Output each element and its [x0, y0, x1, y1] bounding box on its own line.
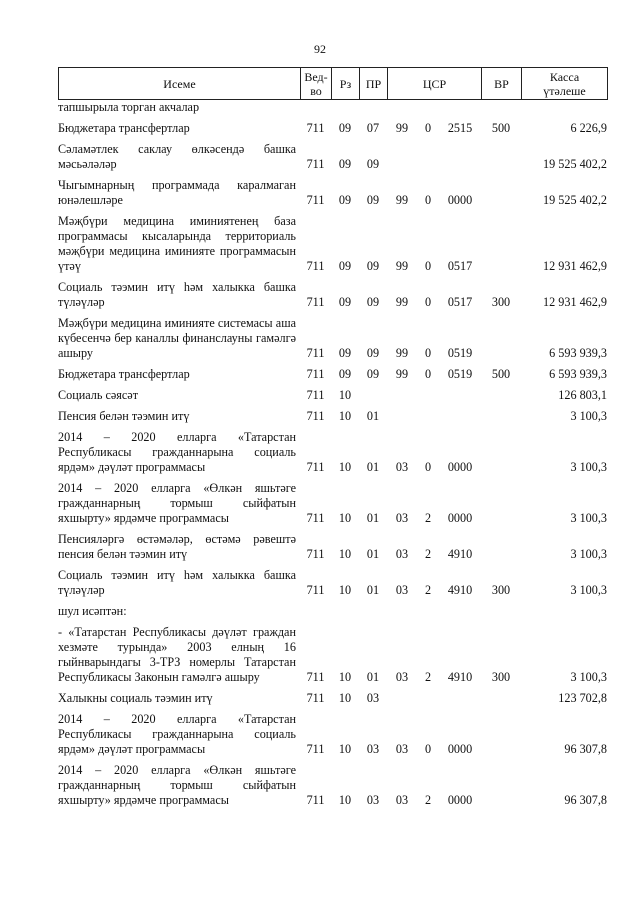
cell-rz: 10 — [338, 583, 352, 597]
cell-vr: 300 — [491, 583, 511, 597]
table-row — [58, 214, 607, 274]
cell-csr-2: 0 — [424, 121, 432, 135]
cell-csr-3: 0519 — [447, 346, 473, 360]
cell-csr-3: 0000 — [447, 193, 473, 207]
row-name: 2014 – 2020 елларга «Өлкән яшьтәге гражданнарның тормыш сыйфатын яхшырту» ярдәмче программасы — [58, 763, 296, 807]
cell-pr: 03 — [366, 793, 380, 807]
cell-ved: 711 — [306, 388, 325, 402]
cell-rz: 09 — [338, 193, 352, 207]
cell-pr: 01 — [366, 460, 380, 474]
table-row — [58, 409, 607, 424]
cell-pr: 09 — [366, 346, 380, 360]
cell-csr-3: 4910 — [447, 583, 473, 597]
page-number: 92 — [314, 42, 326, 56]
row-name: тапшырыла торган акчалар — [58, 100, 200, 114]
cell-csr-1: 03 — [395, 511, 409, 525]
cell-rz: 09 — [338, 157, 352, 171]
row-name: Чыгымнарның программада каралмаган юнәлешләре — [58, 178, 296, 207]
header-csr: ЦСР — [388, 68, 482, 100]
cell-pr: 01 — [366, 511, 380, 525]
cell-csr-1: 03 — [395, 670, 409, 684]
row-name: шул исәптән: — [58, 604, 127, 618]
cell-ved: 711 — [306, 583, 325, 597]
cell-csr-1: 03 — [395, 547, 409, 561]
table-row — [58, 316, 607, 361]
cell-csr-2: 0 — [424, 742, 432, 756]
cell-pr: 09 — [366, 367, 380, 381]
cell-pr: 07 — [366, 121, 380, 135]
cell-ved: 711 — [306, 259, 325, 273]
cell-csr-1: 03 — [395, 793, 409, 807]
cell-rz: 09 — [338, 295, 352, 309]
cell-amount: 6 593 939,3 — [549, 346, 607, 360]
row-name: 2014 – 2020 елларга «Татарстан Республикасы гражданнарына социаль ярдәм» дәүләт программасы — [58, 712, 296, 756]
cell-vr: 300 — [491, 670, 511, 684]
cell-csr-2: 2 — [424, 670, 432, 684]
row-name: Социаль тәэмин итү һәм халыкка башка түләүләр — [58, 568, 296, 597]
cell-ved: 711 — [306, 409, 325, 423]
cell-csr-2: 2 — [424, 547, 432, 561]
cell-csr-3: 0000 — [447, 460, 473, 474]
table-body — [58, 100, 607, 814]
row-name: Халыкны социаль тәэмин итү — [58, 691, 213, 705]
cell-vr: 300 — [491, 295, 511, 309]
cell-rz: 10 — [338, 409, 352, 423]
cell-ved: 711 — [306, 460, 325, 474]
row-name: - «Татарстан Республикасы дәүләт граждан хезмәте турында» 2003 елның 16 гыйнварындагы 3-ТРЗ номерлы Татарстан Республикасы Законын гамәлгә ашыру — [58, 625, 296, 684]
table-row — [58, 388, 607, 403]
cell-ved: 711 — [306, 691, 325, 705]
cell-csr-2: 0 — [424, 193, 432, 207]
cell-pr: 09 — [366, 157, 380, 171]
table-row — [58, 712, 607, 757]
cell-pr: 01 — [366, 409, 380, 423]
table-row — [58, 430, 607, 475]
cell-rz: 09 — [338, 259, 352, 273]
row-name: 2014 – 2020 елларга «Татарстан Республикасы гражданнарына социаль ярдәм» дәүләт программасы — [58, 430, 296, 474]
table-row — [58, 367, 607, 382]
table-header — [58, 67, 608, 100]
cell-csr-3: 4910 — [447, 670, 473, 684]
cell-pr: 09 — [366, 295, 380, 309]
table-row — [58, 280, 607, 310]
cell-rz: 09 — [338, 121, 352, 135]
cell-pr: 01 — [366, 547, 380, 561]
row-name: Бюджетара трансфертлар — [58, 367, 190, 381]
cell-csr-1: 99 — [395, 121, 409, 135]
row-name: Пенсияләргә өстәмәләр, өстәмә рәвештә пенсия белән тәэмин итү — [58, 532, 296, 561]
header-vr: ВР — [482, 68, 522, 100]
cell-csr-3: 4910 — [447, 547, 473, 561]
cell-ved: 711 — [306, 346, 325, 360]
cell-amount: 6 593 939,3 — [549, 367, 607, 381]
header-pr: ПР — [360, 68, 388, 100]
cell-amount: 3 100,3 — [570, 670, 607, 684]
header-rz: Рз — [332, 68, 360, 100]
row-name: Мәҗбүри медицина иминияте системасы аша күбесенчә бер каналлы финанслауны гамәлгә ашыру — [58, 316, 296, 360]
cell-pr: 09 — [366, 259, 380, 273]
cell-amount: 19 525 402,2 — [543, 193, 607, 207]
cell-csr-3: 2515 — [447, 121, 473, 135]
row-name: Бюджетара трансфертлар — [58, 121, 190, 135]
cell-csr-2: 0 — [424, 460, 432, 474]
cell-pr: 03 — [366, 742, 380, 756]
table-row — [58, 100, 607, 115]
table-row — [58, 481, 607, 526]
cell-pr: 03 — [366, 691, 380, 705]
cell-ved: 711 — [306, 793, 325, 807]
cell-amount: 3 100,3 — [570, 547, 607, 561]
cell-csr-2: 0 — [424, 259, 432, 273]
table-row — [58, 604, 607, 619]
cell-amount: 12 931 462,9 — [543, 295, 607, 309]
cell-csr-3: 0517 — [447, 295, 473, 309]
row-name: Пенсия белән тәэмин итү — [58, 409, 190, 423]
header-name: Исеме — [59, 68, 301, 100]
cell-ved: 711 — [306, 670, 325, 684]
cell-csr-1: 99 — [395, 367, 409, 381]
cell-csr-2: 0 — [424, 346, 432, 360]
table-row — [58, 532, 607, 562]
cell-amount: 19 525 402,2 — [543, 157, 607, 171]
cell-ved: 711 — [306, 511, 325, 525]
table-row — [58, 121, 607, 136]
header-kassa: Касса үтәлеше — [522, 68, 608, 100]
row-name: 2014 – 2020 елларга «Өлкән яшьтәге гражданнарның тормыш сыйфатын яхшырту» ярдәмче программасы — [58, 481, 296, 525]
table-row — [58, 178, 607, 208]
table-row — [58, 763, 607, 808]
cell-amount: 123 702,8 — [558, 691, 607, 705]
cell-rz: 10 — [338, 793, 352, 807]
cell-amount: 126 803,1 — [558, 388, 607, 402]
cell-amount: 3 100,3 — [570, 409, 607, 423]
cell-csr-3: 0000 — [447, 793, 473, 807]
cell-csr-2: 2 — [424, 511, 432, 525]
cell-rz: 09 — [338, 367, 352, 381]
cell-vr: 500 — [491, 367, 511, 381]
cell-ved: 711 — [306, 295, 325, 309]
table-row — [58, 625, 607, 685]
cell-rz: 10 — [338, 388, 352, 402]
row-name: Мәҗбүри медицина иминиятенең база программасы кысаларында территориаль мәҗбүри медицина иминияте программасын үтәү — [58, 214, 296, 273]
cell-amount: 3 100,3 — [570, 583, 607, 597]
cell-pr: 01 — [366, 670, 380, 684]
cell-csr-3: 0519 — [447, 367, 473, 381]
cell-csr-2: 0 — [424, 367, 432, 381]
cell-rz: 10 — [338, 670, 352, 684]
cell-ved: 711 — [306, 157, 325, 171]
table-row — [58, 568, 607, 598]
cell-csr-1: 99 — [395, 295, 409, 309]
cell-ved: 711 — [306, 367, 325, 381]
row-name: Социаль тәэмин итү һәм халыкка башка түләүләр — [58, 280, 296, 309]
cell-ved: 711 — [306, 547, 325, 561]
cell-csr-1: 99 — [395, 259, 409, 273]
cell-csr-1: 03 — [395, 583, 409, 597]
cell-csr-1: 03 — [395, 460, 409, 474]
cell-vr: 500 — [491, 121, 511, 135]
cell-csr-3: 0000 — [447, 511, 473, 525]
cell-csr-2: 0 — [424, 295, 432, 309]
cell-csr-1: 03 — [395, 742, 409, 756]
cell-rz: 10 — [338, 691, 352, 705]
cell-amount: 3 100,3 — [570, 460, 607, 474]
cell-rz: 09 — [338, 346, 352, 360]
cell-csr-2: 2 — [424, 793, 432, 807]
cell-rz: 10 — [338, 460, 352, 474]
cell-csr-3: 0000 — [447, 742, 473, 756]
header-ved: Вед- во — [301, 68, 332, 100]
cell-csr-3: 0517 — [447, 259, 473, 273]
cell-amount: 12 931 462,9 — [543, 259, 607, 273]
cell-rz: 10 — [338, 547, 352, 561]
row-name: Сәламәтлек саклау өлкәсендә башка мәсьәләләр — [58, 142, 296, 171]
cell-ved: 711 — [306, 742, 325, 756]
cell-ved: 711 — [306, 121, 325, 135]
cell-amount: 6 226,9 — [570, 121, 607, 135]
cell-pr: 01 — [366, 583, 380, 597]
cell-ved: 711 — [306, 193, 325, 207]
cell-csr-1: 99 — [395, 346, 409, 360]
cell-pr: 09 — [366, 193, 380, 207]
table-row — [58, 691, 607, 706]
cell-amount: 96 307,8 — [564, 742, 607, 756]
cell-rz: 10 — [338, 511, 352, 525]
cell-rz: 10 — [338, 742, 352, 756]
cell-amount: 3 100,3 — [570, 511, 607, 525]
row-name: Социаль сәясәт — [58, 388, 139, 402]
cell-csr-2: 2 — [424, 583, 432, 597]
cell-csr-1: 99 — [395, 193, 409, 207]
cell-amount: 96 307,8 — [564, 793, 607, 807]
table-row — [58, 142, 607, 172]
